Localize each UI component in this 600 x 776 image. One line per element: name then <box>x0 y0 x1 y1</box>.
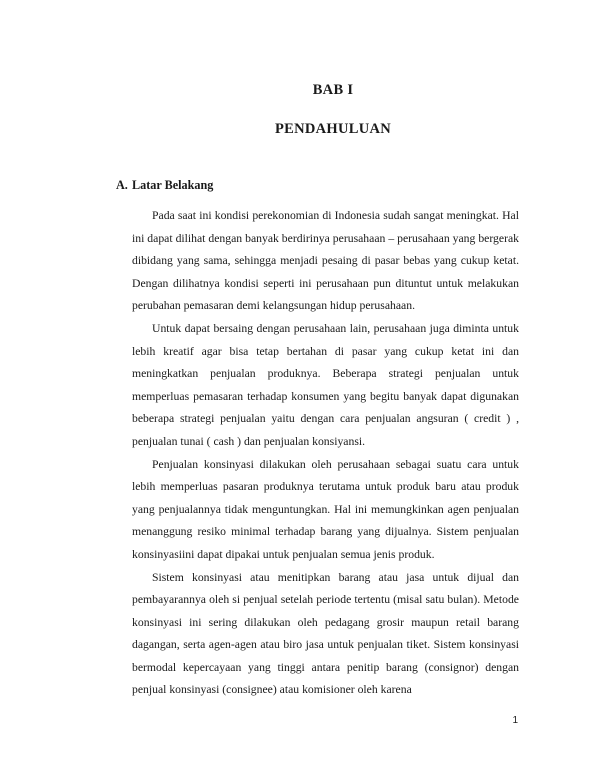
section-letter: A. <box>116 178 128 192</box>
paragraph: Penjualan konsinyasi dilakukan oleh perusahaan sebagai suatu cara untuk lebih memperluas pasaran produknya terutama untuk produk baru atau produk yang penjualannya tidak menguntungkan. Hal ini memungkinkan agen penjualan menanggung resiko minimal terhadap barang yang dijualnya. Sistem penjualan konsinyasiini dapat dipakai untuk penjualan semua jenis produk. <box>132 457 519 561</box>
paragraph: Untuk dapat bersaing dengan perusahaan lain, perusahaan juga diminta untuk lebih kreatif agar bisa tetap bertahan di pasar yang cukup ketat ini dan meningkatkan penjualan produknya. Beberapa strategi penjualan untuk memperluas pemasaran terhadap konsumen yang begitu banyak dapat digunakan beberapa strategi penjualan yaitu dengan cara penjualan angsuran ( credit ) , penjualan tunai ( cash ) dan penjualan konsiyansi. <box>132 321 519 448</box>
chapter-title: PENDAHULUAN <box>274 121 392 137</box>
page-number: 1 <box>512 715 518 726</box>
paragraph: Pada saat ini kondisi perekonomian di Indonesia sudah sangat meningkat. Hal ini dapat dilihat dengan banyak berdirinya perusahaan – perusahaan yang bergerak dibidang yang sama, sehingga menjadi pesaing di pasar bebas yang cukup ketat. Dengan dilihatnya kondisi seperti ini perusahaan pun dituntut untuk melakukan perubahan pemasaran demi kelangsungan hidup perusahaan. <box>132 209 519 313</box>
body-text <box>132 205 519 702</box>
chapter-number: BAB I <box>312 82 354 98</box>
section-title: Latar Belakang <box>132 178 214 192</box>
section-heading <box>116 178 213 193</box>
paragraph: Sistem konsinyasi atau menitipkan barang atau jasa untuk dijual dan pembayarannya oleh si penjual setelah periode tertentu (misal satu bulan). Metode konsinyasi ini sering dilakukan oleh pedagang grosir maupun retail barang dagangan, serta agen-agen atau biro jasa untuk penjualan tiket. Sistem konsinyasi bermodal kepercayaan yang tinggi antara penitip barang (consignor) dengan penjual konsinyasi (consignee) atau komisioner oleh karena <box>132 570 519 697</box>
